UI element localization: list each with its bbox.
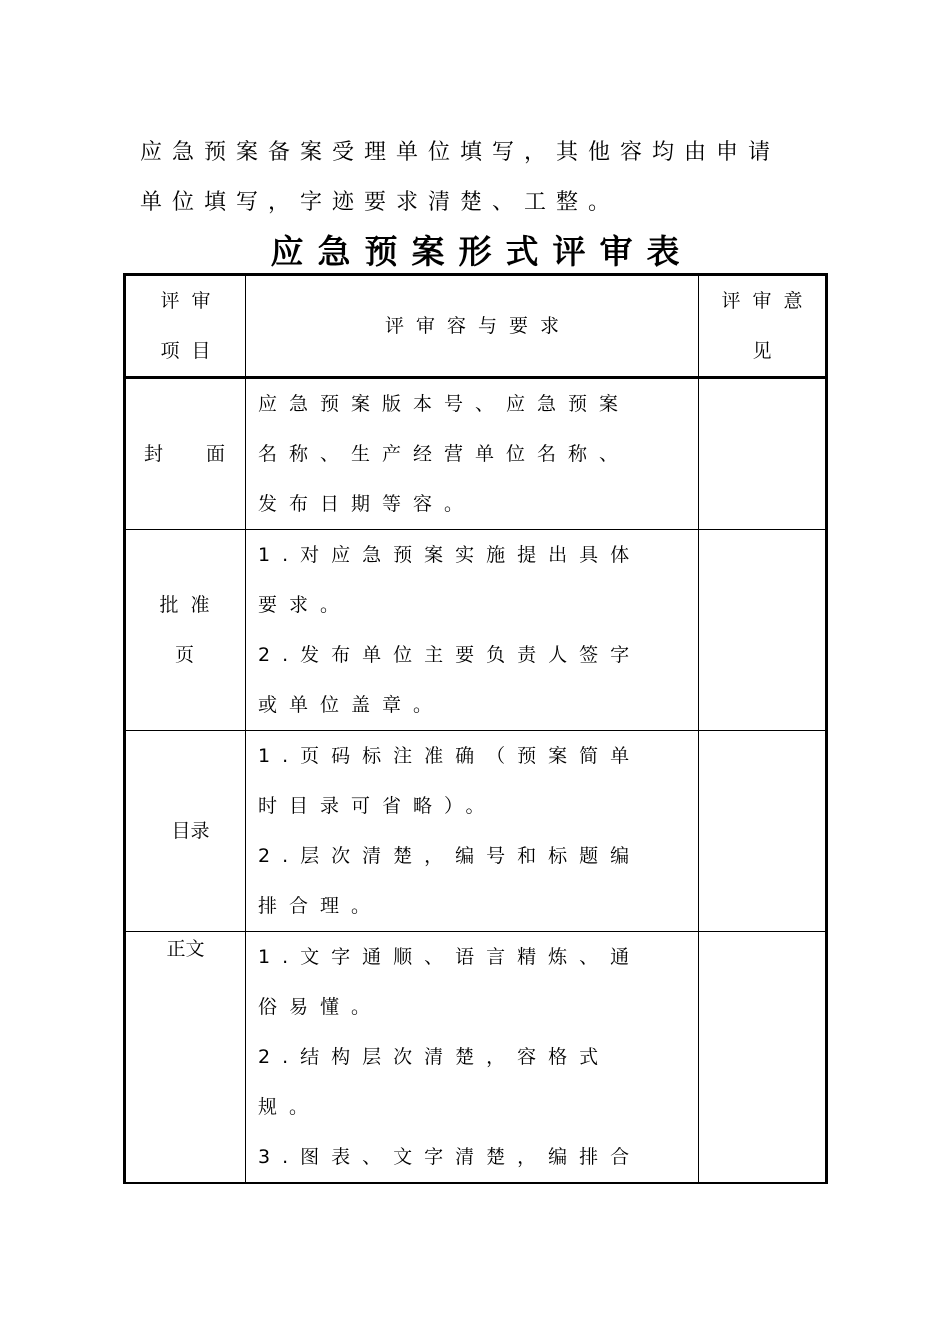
row-item-label-line-2: 页 — [174, 644, 206, 666]
row-opinion-cell[interactable] — [699, 731, 827, 932]
content-line: 1.对应急预案实施提出具体 — [258, 544, 642, 566]
row-opinion-cell[interactable] — [699, 932, 827, 1184]
content-line: 3.图表、文字清楚，编排合 — [258, 1146, 642, 1168]
intro-line-2: 单位填写，字迹要求清楚、工整。 — [140, 190, 621, 215]
row-content-cell — [246, 378, 699, 530]
intro-paragraph — [140, 128, 820, 228]
table-row — [125, 530, 827, 731]
content-line: 2.结构层次清楚，容格式 — [258, 1046, 611, 1068]
content-line: 排合理。 — [258, 895, 383, 917]
content-line: 名称、生产经营单位名称、 — [258, 443, 631, 465]
table-row — [125, 731, 827, 932]
row-item-cell — [125, 932, 246, 1184]
header-item-line-1: 评审 — [160, 290, 223, 312]
header-content-label: 评审容与要求 — [384, 315, 571, 337]
content-line: 2.发布单位主要负责人签字 — [258, 644, 642, 666]
row-content-cell — [246, 530, 699, 731]
header-opinion-cell — [699, 275, 827, 378]
row-item-label-line-1: 批准 — [159, 594, 222, 616]
row-item-cell — [125, 378, 246, 530]
row-content-cell — [246, 932, 699, 1184]
content-line: 应急预案版本号、应急预案 — [258, 393, 631, 415]
header-content-cell — [246, 275, 699, 378]
content-line: 规。 — [258, 1096, 321, 1118]
document-title: 应急预案形式评审表 — [270, 232, 694, 271]
content-line: 发布日期等容。 — [258, 493, 476, 515]
row-item-cell — [125, 530, 246, 731]
header-item-cell — [125, 275, 246, 378]
row-opinion-cell[interactable] — [699, 530, 827, 731]
header-item-line-2: 项目 — [160, 340, 223, 362]
intro-line-1: 应急预案备案受理单位填写，其他容均由申请 — [140, 140, 781, 165]
content-line: 1.文字通顺、语言精炼、通 — [258, 946, 642, 968]
content-line: 俗易懂。 — [258, 996, 383, 1018]
row-content-cell — [246, 731, 699, 932]
row-item-label: 封 面 — [143, 443, 237, 465]
content-line: 2.层次清楚，编号和标题编 — [258, 845, 642, 867]
row-item-label: 正文 — [166, 938, 205, 960]
table-row — [125, 378, 827, 530]
row-item-cell — [125, 731, 246, 932]
content-line: 要求。 — [258, 594, 352, 616]
header-opinion-line-2: 见 — [752, 340, 784, 362]
review-table — [123, 273, 828, 1184]
content-line: 1.页码标注准确（预案简单 — [258, 745, 642, 767]
row-item-label: 目录 — [171, 820, 210, 842]
row-opinion-cell[interactable] — [699, 378, 827, 530]
header-opinion-line-1: 评审意 — [721, 290, 815, 312]
content-line: 或单位盖章。 — [258, 694, 445, 716]
table-header-row — [125, 275, 827, 378]
table-row — [125, 932, 827, 1184]
content-line: 时目录可省略）。 — [258, 795, 497, 817]
